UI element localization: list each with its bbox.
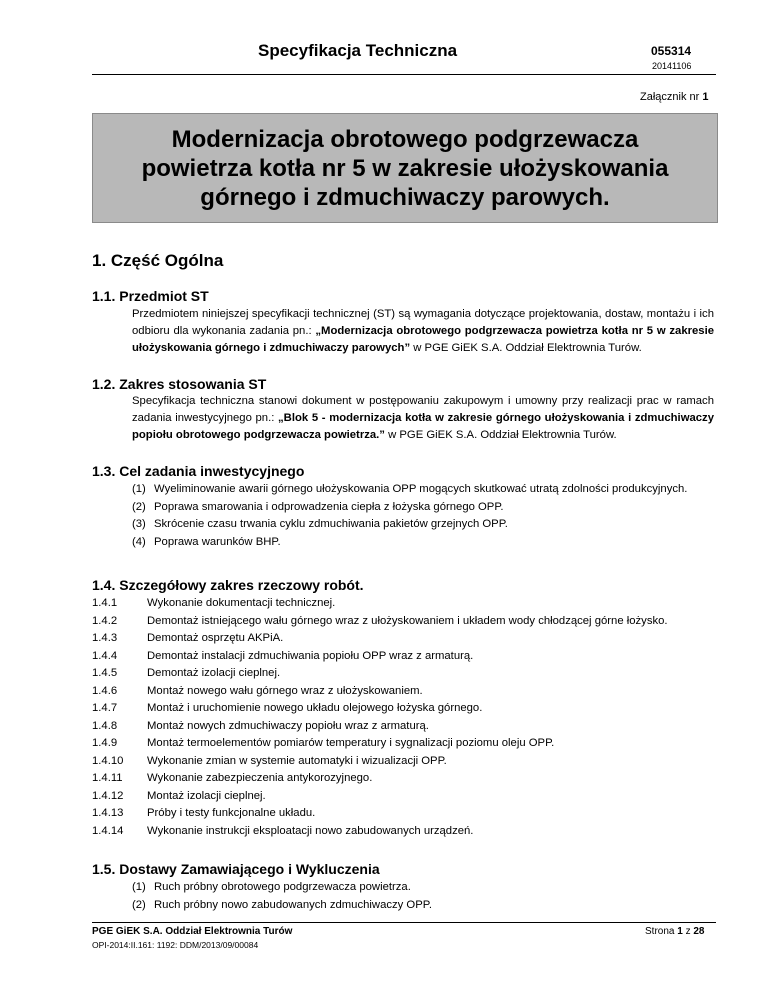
page-total: 28 [693, 926, 705, 937]
page-number: 1 [677, 926, 683, 937]
list-item: 1.4.5 Demontaż izolacji cieplnej. [92, 667, 281, 679]
page-label: Strona [645, 926, 675, 937]
list-item: (1) Ruch próbny obrotowego podgrzewacza powietrza. [132, 881, 411, 893]
header-divider [92, 74, 716, 75]
list-item: 1.4.13 Próby i testy funkcjonalne układu. [92, 807, 316, 819]
list-item: (3) Skrócenie czasu trwania cyklu zdmuchiwania pakietów grzejnych OPP. [132, 518, 508, 530]
section-1-2-text [132, 393, 714, 444]
text-part-a: Specyfikacja techniczna stanowi dokument w postępowaniu zakupowym i umowny przy realizacji prac w ramach zadania inwestycyjnego pn.: [132, 395, 714, 424]
list-item: (1) Wyeliminowanie awarii górnego ułożyskowania OPP mogących skutkować utratą zdolności produkcyjnych. [132, 483, 688, 495]
page-of: z [685, 926, 691, 937]
list-item: 1.4.8 Montaż nowych zdmuchiwaczy popiołu wraz z armaturą. [92, 719, 429, 732]
list-item: 1.4.11 Wykonanie zabezpieczenia antykorozyjnego. [92, 772, 373, 784]
footer-divider [92, 922, 716, 923]
page-counter [645, 926, 705, 937]
section-heading-1: 1. Część Ogólna [92, 251, 224, 270]
list-item: 1.4.10 Wykonanie zmian w systemie automatyki i wizualizacji OPP. [92, 754, 447, 767]
header-doc-code: 055314 [651, 44, 692, 58]
section-1-1-text [132, 306, 714, 357]
footer-doc-code: OPI-2014:II.161: 1192: DDM/2013/09/00084 [92, 940, 259, 950]
list-item: 1.4.2 Demontaż istniejącego wału górnego wraz z ułożyskowaniem i układem wody chłodzącej górne łożysko. [92, 614, 668, 627]
document-title: Modernizacja obrotowego podgrzewacza powietrza kotła nr 5 w zakresie ułożyskowania górnego i zdmuchiwaczy parowych. [141, 125, 669, 211]
list-item: 1.4.1 Wykonanie dokumentacji technicznej. [92, 597, 336, 609]
section-heading-1-2: 1.2. Zakres stosowania ST [92, 376, 267, 392]
section-heading-1-1: 1.1. Przedmiot ST [92, 288, 209, 304]
list-item: 1.4.9 Montaż termoelementów pomiarów temperatury i sygnalizacji poziomu oleju OPP. [92, 737, 555, 749]
attachment-text: Załącznik nr [640, 91, 700, 103]
task-name-bold: „Modernizacja obrotowego podgrzewacza powietrza kotła nr 5 w zakresie ułożyskowania górnego i zdmuchiwaczy parowych” [132, 325, 714, 354]
list-item: 1.4.3 Demontaż osprzętu AKPiA. [92, 632, 284, 644]
scope-list [92, 596, 716, 841]
footer-company: PGE GiEK S.A. Oddział Elektrownia Turów [92, 926, 293, 937]
list-item: (2) Ruch próbny nowo zabudowanych zdmuchiwaczy OPP. [132, 898, 432, 911]
list-item: 1.4.7 Montaż i uruchomienie nowego układu olejowego łożyska górnego. [92, 702, 483, 714]
list-item: 1.4.6 Montaż nowego wału górnego wraz z ułożyskowaniem. [92, 684, 423, 697]
list-item: 1.4.4 Demontaż instalacji zdmuchiwania popiołu OPP wraz z armaturą. [92, 649, 474, 662]
exclusions-list [132, 880, 716, 915]
attachment-label [640, 91, 708, 103]
list-item: (2) Poprawa smarowania i odprowadzenia ciepła z łożyska górnego OPP. [132, 500, 504, 513]
section-heading-1-5: 1.5. Dostawy Zamawiającego i Wykluczenia [92, 861, 380, 877]
text-part-a: Przedmiotem niniejszej specyfikacji technicznej (ST) są wymagania dotyczące projektowania, dostaw, montażu i ich odbioru dla wykonania zadania pn.: [132, 308, 714, 337]
header-date: 20141106 [652, 61, 692, 71]
section-heading-1-3: 1.3. Cel zadania inwestycyjnego [92, 463, 305, 479]
header-title: Specyfikacja Techniczna [258, 41, 458, 60]
attachment-number: 1 [702, 91, 709, 103]
section-heading-1-4: 1.4. Szczegółowy zakres rzeczowy robót. [92, 577, 364, 593]
goals-list [132, 482, 716, 552]
text-part-c: w PGE GiEK S.A. Oddział Elektrownia Turów. [410, 342, 642, 354]
list-item: 1.4.14 Wykonanie instrukcji eksploatacji nowo zabudowanych urządzeń. [92, 824, 474, 837]
investment-name-bold: „Blok 5 - modernizacja kotła w zakresie górnego ułożyskowania i zdmuchiwaczy popiołu obrotowego podgrzewacza powietrza.” [132, 412, 714, 441]
document-title-box [92, 113, 718, 223]
list-item: 1.4.12 Montaż izolacji cieplnej. [92, 789, 266, 802]
text-part-c: w PGE GiEK S.A. Oddział Elektrownia Turów. [384, 429, 617, 441]
list-item: (4) Poprawa warunków BHP. [132, 535, 281, 548]
